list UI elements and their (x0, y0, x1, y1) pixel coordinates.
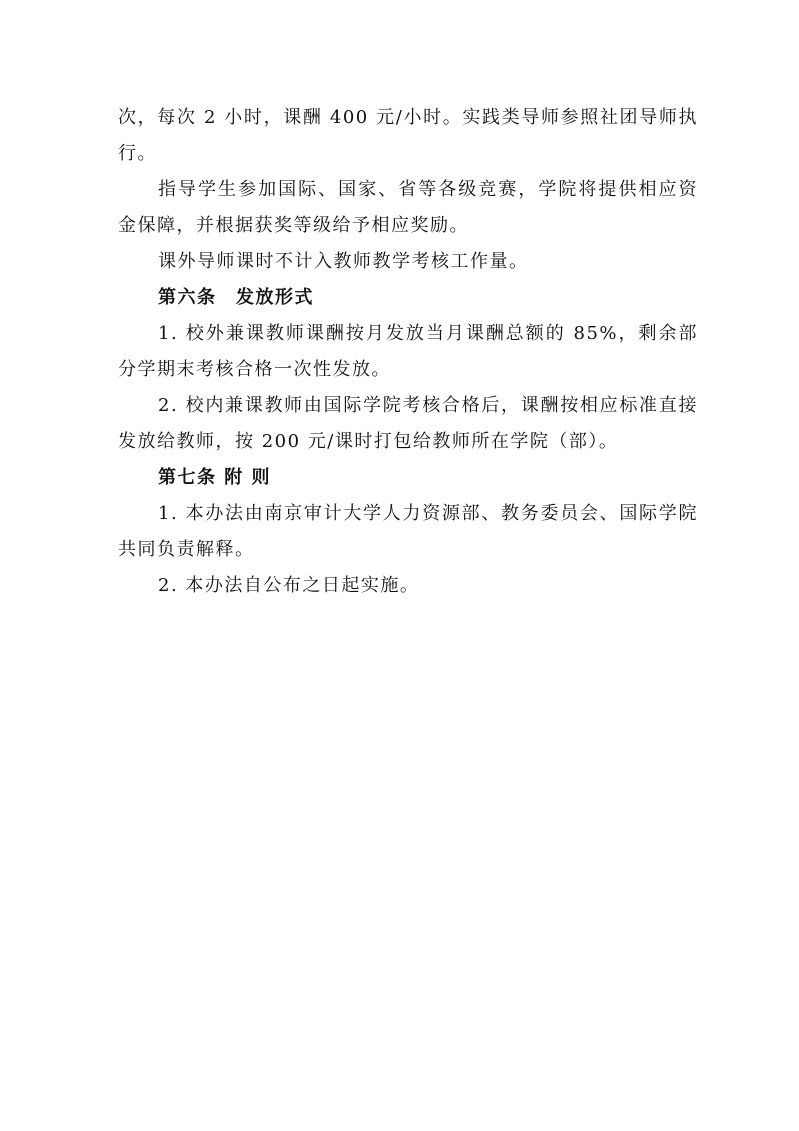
document-body (118, 100, 698, 604)
article-seven-item-2: 2. 本办法自公布之日起实施。 (158, 575, 420, 596)
article-seven-heading: 第七条 附 则 (158, 467, 272, 488)
paragraph-competition-support: 指导学生参加国际、国家、省等各级竞赛，学院将提供相应资金保障，并根据获奖等级给予相应奖励。 (118, 179, 698, 236)
article-six-heading: 第六条 发放形式 (158, 287, 314, 308)
article-six-item-1: 1. 校外兼课教师课酬按月发放当月课酬总额的 85%，剩余部分学期末考核合格一次性发放。 (118, 323, 698, 380)
paragraph-continuation: 次，每次 2 小时，课酬 400 元/小时。实践类导师参照社团导师执行。 (118, 107, 698, 164)
article-six-item-2: 2. 校内兼课教师由国际学院考核合格后，课酬按相应标准直接发放给教师，按 200 元/课时打包给教师所在学院（部）。 (118, 395, 698, 452)
article-seven-item-1: 1. 本办法由南京审计大学人力资源部、教务委员会、国际学院共同负责解释。 (118, 503, 698, 560)
paragraph-workload-note: 课外导师课时不计入教师教学考核工作量。 (158, 251, 529, 272)
